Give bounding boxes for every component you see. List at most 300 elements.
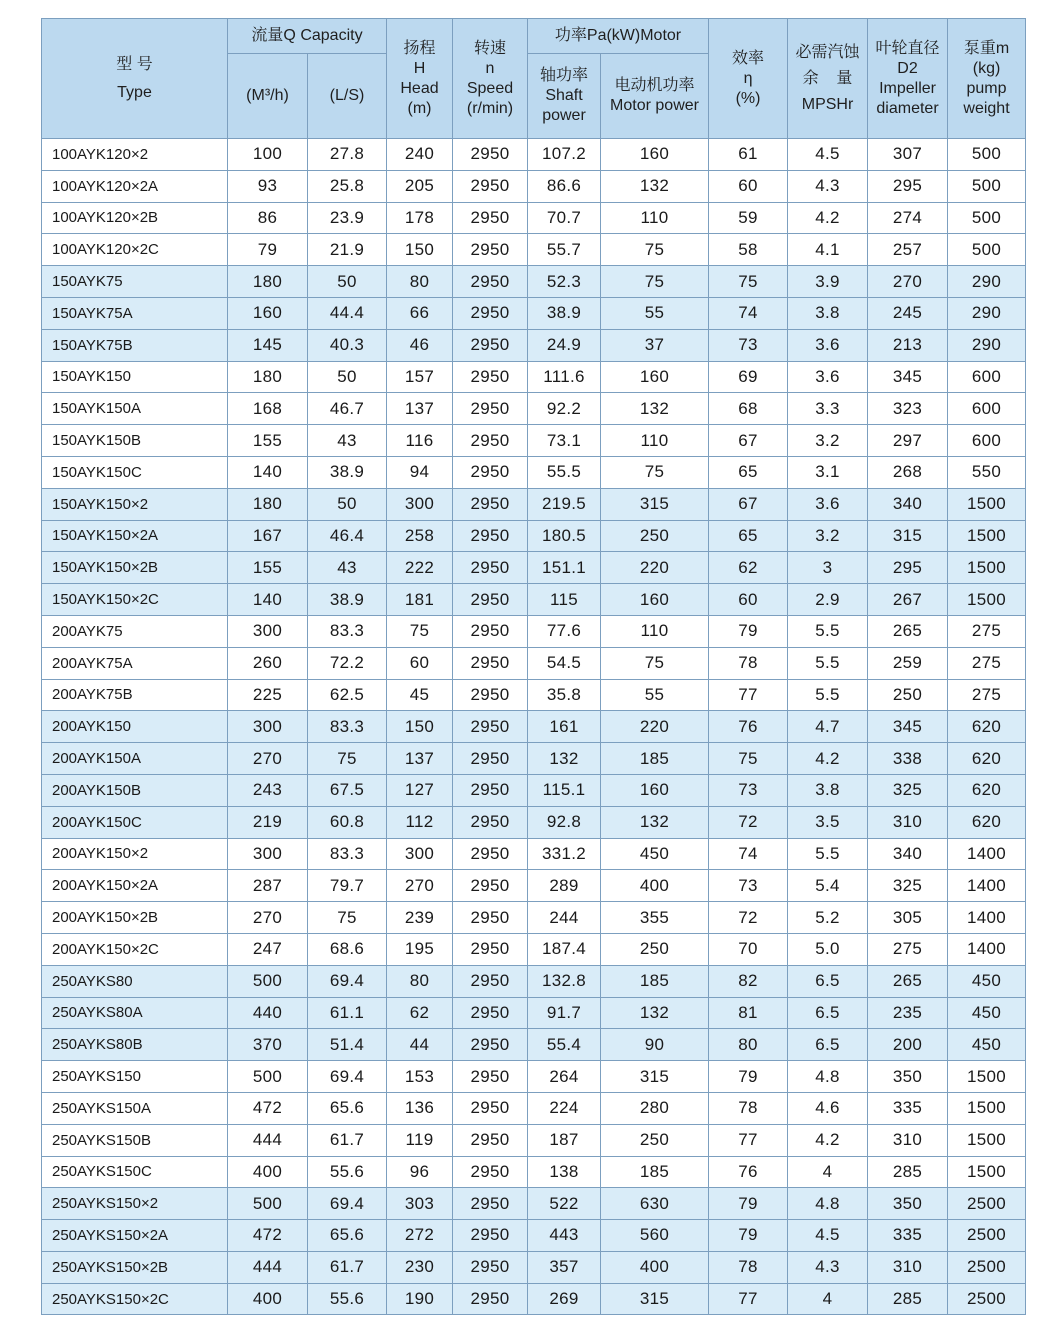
cell-head: 157 xyxy=(387,361,453,393)
cell-impeller: 213 xyxy=(868,329,948,361)
cell-npsh: 3.2 xyxy=(788,425,868,457)
cell-weight: 1500 xyxy=(948,520,1026,552)
cell-capacity-m3h: 180 xyxy=(228,266,308,298)
cell-capacity-m3h: 370 xyxy=(228,1029,308,1061)
cell-capacity-m3h: 180 xyxy=(228,488,308,520)
cell-weight: 600 xyxy=(948,393,1026,425)
cell-head: 270 xyxy=(387,870,453,902)
header-shaft-en1: Shaft xyxy=(545,87,583,104)
cell-shaft-power: 224 xyxy=(528,1092,601,1124)
cell-capacity-m3h: 93 xyxy=(228,170,308,202)
cell-capacity-m3h: 155 xyxy=(228,425,308,457)
cell-head: 195 xyxy=(387,933,453,965)
cell-npsh: 4.8 xyxy=(788,1188,868,1220)
cell-shaft-power: 264 xyxy=(528,1061,601,1093)
cell-shaft-power: 132.8 xyxy=(528,965,601,997)
cell-npsh: 4.5 xyxy=(788,139,868,171)
cell-efficiency: 76 xyxy=(709,1156,788,1188)
cell-efficiency: 73 xyxy=(709,774,788,806)
cell-shaft-power: 55.7 xyxy=(528,234,601,266)
header-npsh-cn1: 必需汽蚀 xyxy=(795,43,860,61)
cell-model: 100AYK120×2C xyxy=(42,234,228,266)
cell-impeller: 235 xyxy=(868,997,948,1029)
cell-efficiency: 67 xyxy=(709,488,788,520)
cell-capacity-ls: 68.6 xyxy=(308,933,387,965)
cell-head: 300 xyxy=(387,488,453,520)
cell-weight: 1500 xyxy=(948,1156,1026,1188)
cell-weight: 450 xyxy=(948,965,1026,997)
cell-motor-power: 250 xyxy=(601,1124,709,1156)
cell-shaft-power: 180.5 xyxy=(528,520,601,552)
cell-weight: 500 xyxy=(948,139,1026,171)
cell-capacity-m3h: 180 xyxy=(228,361,308,393)
cell-capacity-ls: 27.8 xyxy=(308,139,387,171)
cell-efficiency: 65 xyxy=(709,520,788,552)
cell-npsh: 3.2 xyxy=(788,520,868,552)
cell-model: 150AYK150×2B xyxy=(42,552,228,584)
cell-capacity-m3h: 444 xyxy=(228,1251,308,1283)
cell-weight: 1400 xyxy=(948,870,1026,902)
cell-impeller: 268 xyxy=(868,456,948,488)
cell-efficiency: 79 xyxy=(709,615,788,647)
table-header xyxy=(42,19,1026,139)
cell-efficiency: 79 xyxy=(709,1220,788,1252)
cell-head: 62 xyxy=(387,997,453,1029)
cell-shaft-power: 244 xyxy=(528,902,601,934)
cell-capacity-ls: 44.4 xyxy=(308,297,387,329)
cell-weight: 2500 xyxy=(948,1188,1026,1220)
cell-capacity-m3h: 270 xyxy=(228,902,308,934)
cell-weight: 1500 xyxy=(948,1124,1026,1156)
cell-head: 137 xyxy=(387,743,453,775)
cell-motor-power: 400 xyxy=(601,1251,709,1283)
cell-capacity-m3h: 86 xyxy=(228,202,308,234)
cell-efficiency: 75 xyxy=(709,266,788,298)
cell-motor-power: 55 xyxy=(601,679,709,711)
cell-npsh: 6.5 xyxy=(788,965,868,997)
cell-weight: 500 xyxy=(948,234,1026,266)
header-impeller-cn: 叶轮直径 xyxy=(875,39,940,57)
cell-impeller: 350 xyxy=(868,1061,948,1093)
cell-head: 303 xyxy=(387,1188,453,1220)
cell-efficiency: 78 xyxy=(709,1092,788,1124)
cell-weight: 500 xyxy=(948,202,1026,234)
cell-capacity-m3h: 160 xyxy=(228,297,308,329)
cell-weight: 2500 xyxy=(948,1251,1026,1283)
header-speed-symbol: n xyxy=(485,59,495,77)
header-impeller-symbol: D2 xyxy=(897,59,918,77)
header-capacity: 流量Q Capacity xyxy=(228,19,387,54)
cell-model: 150AYK75B xyxy=(42,329,228,361)
cell-npsh: 4.2 xyxy=(788,743,868,775)
cell-shaft-power: 187 xyxy=(528,1124,601,1156)
cell-model: 150AYK75 xyxy=(42,266,228,298)
header-shaft-power xyxy=(528,54,601,139)
cell-weight: 500 xyxy=(948,170,1026,202)
cell-speed: 2950 xyxy=(453,139,528,171)
cell-model: 200AYK150×2 xyxy=(42,838,228,870)
cell-model: 150AYK150C xyxy=(42,456,228,488)
cell-capacity-ls: 50 xyxy=(308,361,387,393)
header-capacity-ls: (L/S) xyxy=(308,54,387,139)
cell-efficiency: 69 xyxy=(709,361,788,393)
cell-weight: 290 xyxy=(948,266,1026,298)
cell-efficiency: 60 xyxy=(709,584,788,616)
cell-efficiency: 82 xyxy=(709,965,788,997)
header-weight-unit: (kg) xyxy=(972,59,1001,77)
cell-speed: 2950 xyxy=(453,743,528,775)
table-row xyxy=(42,965,1026,997)
cell-capacity-ls: 51.4 xyxy=(308,1029,387,1061)
cell-efficiency: 60 xyxy=(709,170,788,202)
cell-impeller: 267 xyxy=(868,584,948,616)
header-eff-symbol: η xyxy=(743,69,753,87)
table-row xyxy=(42,1283,1026,1315)
cell-npsh: 2.9 xyxy=(788,584,868,616)
cell-head: 116 xyxy=(387,425,453,457)
cell-npsh: 4.2 xyxy=(788,1124,868,1156)
cell-impeller: 295 xyxy=(868,170,948,202)
header-weight-cn: 泵重m xyxy=(963,39,1010,57)
cell-shaft-power: 111.6 xyxy=(528,361,601,393)
cell-efficiency: 77 xyxy=(709,1283,788,1315)
cell-npsh: 5.5 xyxy=(788,838,868,870)
header-npsh-cn2: 余 量 xyxy=(802,69,853,87)
cell-capacity-m3h: 400 xyxy=(228,1156,308,1188)
cell-speed: 2950 xyxy=(453,838,528,870)
cell-npsh: 6.5 xyxy=(788,997,868,1029)
cell-impeller: 295 xyxy=(868,552,948,584)
cell-motor-power: 160 xyxy=(601,139,709,171)
cell-motor-power: 185 xyxy=(601,1156,709,1188)
cell-efficiency: 80 xyxy=(709,1029,788,1061)
cell-impeller: 325 xyxy=(868,774,948,806)
cell-efficiency: 73 xyxy=(709,870,788,902)
cell-weight: 1500 xyxy=(948,1092,1026,1124)
header-head-symbol: H xyxy=(413,59,426,77)
table-row xyxy=(42,361,1026,393)
cell-npsh: 5.4 xyxy=(788,870,868,902)
cell-head: 112 xyxy=(387,806,453,838)
cell-efficiency: 77 xyxy=(709,679,788,711)
cell-weight: 2500 xyxy=(948,1220,1026,1252)
cell-capacity-ls: 40.3 xyxy=(308,329,387,361)
cell-impeller: 297 xyxy=(868,425,948,457)
cell-speed: 2950 xyxy=(453,1220,528,1252)
pump-spec-table xyxy=(41,18,1026,1315)
cell-speed: 2950 xyxy=(453,902,528,934)
cell-model: 250AYKS150C xyxy=(42,1156,228,1188)
cell-model: 200AYK150×2A xyxy=(42,870,228,902)
cell-motor-power: 110 xyxy=(601,425,709,457)
table-row xyxy=(42,456,1026,488)
cell-motor-power: 450 xyxy=(601,838,709,870)
cell-shaft-power: 522 xyxy=(528,1188,601,1220)
cell-weight: 275 xyxy=(948,679,1026,711)
cell-weight: 1500 xyxy=(948,1061,1026,1093)
cell-speed: 2950 xyxy=(453,552,528,584)
cell-capacity-ls: 55.6 xyxy=(308,1283,387,1315)
cell-head: 94 xyxy=(387,456,453,488)
cell-capacity-ls: 69.4 xyxy=(308,1061,387,1093)
cell-weight: 1500 xyxy=(948,584,1026,616)
cell-model: 200AYK150×2B xyxy=(42,902,228,934)
cell-capacity-ls: 79.7 xyxy=(308,870,387,902)
cell-speed: 2950 xyxy=(453,584,528,616)
cell-npsh: 3.6 xyxy=(788,488,868,520)
header-motor-en: Motor power xyxy=(610,97,699,114)
cell-motor-power: 280 xyxy=(601,1092,709,1124)
cell-capacity-ls: 55.6 xyxy=(308,1156,387,1188)
table-row xyxy=(42,1220,1026,1252)
table-row xyxy=(42,520,1026,552)
cell-shaft-power: 115.1 xyxy=(528,774,601,806)
cell-motor-power: 220 xyxy=(601,711,709,743)
header-shaft-cn: 轴功率 xyxy=(539,67,588,84)
cell-capacity-m3h: 472 xyxy=(228,1092,308,1124)
table-row xyxy=(42,711,1026,743)
cell-capacity-ls: 50 xyxy=(308,266,387,298)
cell-capacity-ls: 46.7 xyxy=(308,393,387,425)
cell-shaft-power: 331.2 xyxy=(528,838,601,870)
cell-efficiency: 70 xyxy=(709,933,788,965)
cell-motor-power: 355 xyxy=(601,902,709,934)
cell-capacity-ls: 23.9 xyxy=(308,202,387,234)
cell-efficiency: 72 xyxy=(709,902,788,934)
cell-efficiency: 77 xyxy=(709,1124,788,1156)
cell-motor-power: 75 xyxy=(601,234,709,266)
cell-speed: 2950 xyxy=(453,234,528,266)
cell-shaft-power: 92.8 xyxy=(528,806,601,838)
cell-shaft-power: 443 xyxy=(528,1220,601,1252)
cell-capacity-m3h: 300 xyxy=(228,615,308,647)
cell-impeller: 265 xyxy=(868,615,948,647)
cell-speed: 2950 xyxy=(453,1029,528,1061)
cell-efficiency: 72 xyxy=(709,806,788,838)
cell-speed: 2950 xyxy=(453,1251,528,1283)
cell-motor-power: 160 xyxy=(601,584,709,616)
table-row xyxy=(42,933,1026,965)
cell-capacity-ls: 65.6 xyxy=(308,1220,387,1252)
cell-model: 250AYKS80 xyxy=(42,965,228,997)
cell-speed: 2950 xyxy=(453,997,528,1029)
cell-efficiency: 79 xyxy=(709,1188,788,1220)
cell-capacity-m3h: 167 xyxy=(228,520,308,552)
cell-head: 150 xyxy=(387,711,453,743)
cell-impeller: 257 xyxy=(868,234,948,266)
cell-npsh: 4.6 xyxy=(788,1092,868,1124)
cell-speed: 2950 xyxy=(453,679,528,711)
cell-motor-power: 75 xyxy=(601,647,709,679)
table-row xyxy=(42,1124,1026,1156)
cell-impeller: 350 xyxy=(868,1188,948,1220)
cell-capacity-m3h: 100 xyxy=(228,139,308,171)
cell-capacity-m3h: 225 xyxy=(228,679,308,711)
cell-head: 190 xyxy=(387,1283,453,1315)
cell-model: 150AYK150×2 xyxy=(42,488,228,520)
cell-npsh: 3.8 xyxy=(788,774,868,806)
cell-head: 80 xyxy=(387,266,453,298)
cell-speed: 2950 xyxy=(453,488,528,520)
cell-capacity-ls: 72.2 xyxy=(308,647,387,679)
header-npsh-en: MPSHr xyxy=(801,95,854,113)
cell-capacity-ls: 83.3 xyxy=(308,711,387,743)
cell-efficiency: 75 xyxy=(709,743,788,775)
header-type xyxy=(42,19,228,139)
cell-shaft-power: 24.9 xyxy=(528,329,601,361)
cell-head: 44 xyxy=(387,1029,453,1061)
cell-model: 150AYK150×2C xyxy=(42,584,228,616)
table-row xyxy=(42,838,1026,870)
cell-weight: 620 xyxy=(948,806,1026,838)
cell-motor-power: 75 xyxy=(601,456,709,488)
table-row xyxy=(42,902,1026,934)
pump-spec-sheet xyxy=(41,18,1025,1315)
cell-shaft-power: 52.3 xyxy=(528,266,601,298)
cell-impeller: 340 xyxy=(868,838,948,870)
cell-npsh: 6.5 xyxy=(788,1029,868,1061)
header-impeller-en2: diameter xyxy=(876,99,939,117)
cell-weight: 290 xyxy=(948,297,1026,329)
cell-efficiency: 67 xyxy=(709,425,788,457)
cell-model: 150AYK150A xyxy=(42,393,228,425)
cell-impeller: 340 xyxy=(868,488,948,520)
cell-capacity-m3h: 270 xyxy=(228,743,308,775)
cell-motor-power: 250 xyxy=(601,933,709,965)
cell-speed: 2950 xyxy=(453,711,528,743)
cell-motor-power: 315 xyxy=(601,488,709,520)
cell-shaft-power: 138 xyxy=(528,1156,601,1188)
table-row xyxy=(42,584,1026,616)
header-speed-unit: (r/min) xyxy=(466,99,514,117)
cell-motor-power: 315 xyxy=(601,1061,709,1093)
cell-weight: 600 xyxy=(948,425,1026,457)
cell-npsh: 4.3 xyxy=(788,1251,868,1283)
cell-head: 258 xyxy=(387,520,453,552)
cell-motor-power: 185 xyxy=(601,965,709,997)
cell-head: 60 xyxy=(387,647,453,679)
cell-npsh: 5.5 xyxy=(788,679,868,711)
cell-head: 153 xyxy=(387,1061,453,1093)
cell-efficiency: 78 xyxy=(709,1251,788,1283)
cell-shaft-power: 73.1 xyxy=(528,425,601,457)
cell-weight: 450 xyxy=(948,1029,1026,1061)
cell-efficiency: 81 xyxy=(709,997,788,1029)
table-row xyxy=(42,615,1026,647)
cell-efficiency: 76 xyxy=(709,711,788,743)
cell-speed: 2950 xyxy=(453,774,528,806)
cell-weight: 1500 xyxy=(948,488,1026,520)
table-row xyxy=(42,1251,1026,1283)
header-impeller-en1: Impeller xyxy=(879,79,936,97)
cell-efficiency: 73 xyxy=(709,329,788,361)
cell-impeller: 323 xyxy=(868,393,948,425)
cell-speed: 2950 xyxy=(453,933,528,965)
cell-speed: 2950 xyxy=(453,1156,528,1188)
table-row xyxy=(42,139,1026,171)
cell-capacity-m3h: 300 xyxy=(228,711,308,743)
table-row xyxy=(42,1061,1026,1093)
cell-shaft-power: 70.7 xyxy=(528,202,601,234)
cell-capacity-ls: 43 xyxy=(308,425,387,457)
cell-motor-power: 630 xyxy=(601,1188,709,1220)
cell-capacity-ls: 61.7 xyxy=(308,1124,387,1156)
header-speed-en: Speed xyxy=(466,79,514,97)
cell-weight: 620 xyxy=(948,711,1026,743)
header-shaft-en2: power xyxy=(542,107,586,124)
cell-shaft-power: 55.5 xyxy=(528,456,601,488)
cell-model: 200AYK75A xyxy=(42,647,228,679)
cell-capacity-m3h: 140 xyxy=(228,456,308,488)
cell-weight: 1400 xyxy=(948,933,1026,965)
cell-model: 200AYK150×2C xyxy=(42,933,228,965)
cell-head: 75 xyxy=(387,615,453,647)
cell-npsh: 5.5 xyxy=(788,615,868,647)
cell-weight: 550 xyxy=(948,456,1026,488)
cell-impeller: 335 xyxy=(868,1092,948,1124)
cell-capacity-ls: 38.9 xyxy=(308,456,387,488)
cell-efficiency: 61 xyxy=(709,139,788,171)
cell-model: 100AYK120×2A xyxy=(42,170,228,202)
header-weight xyxy=(948,19,1026,139)
cell-impeller: 200 xyxy=(868,1029,948,1061)
cell-motor-power: 400 xyxy=(601,870,709,902)
cell-weight: 275 xyxy=(948,615,1026,647)
cell-model: 200AYK75 xyxy=(42,615,228,647)
cell-capacity-m3h: 140 xyxy=(228,584,308,616)
cell-head: 45 xyxy=(387,679,453,711)
cell-capacity-ls: 67.5 xyxy=(308,774,387,806)
cell-shaft-power: 55.4 xyxy=(528,1029,601,1061)
cell-shaft-power: 77.6 xyxy=(528,615,601,647)
cell-impeller: 305 xyxy=(868,902,948,934)
cell-model: 250AYKS150×2 xyxy=(42,1188,228,1220)
cell-capacity-m3h: 500 xyxy=(228,965,308,997)
cell-impeller: 265 xyxy=(868,965,948,997)
cell-model: 250AYKS150×2B xyxy=(42,1251,228,1283)
table-row xyxy=(42,647,1026,679)
cell-npsh: 5.5 xyxy=(788,647,868,679)
cell-motor-power: 132 xyxy=(601,806,709,838)
cell-speed: 2950 xyxy=(453,329,528,361)
cell-npsh: 3.9 xyxy=(788,266,868,298)
header-power: 功率Pa(kW)Motor xyxy=(528,19,709,54)
cell-speed: 2950 xyxy=(453,425,528,457)
cell-npsh: 3.6 xyxy=(788,329,868,361)
cell-capacity-m3h: 155 xyxy=(228,552,308,584)
cell-impeller: 274 xyxy=(868,202,948,234)
cell-capacity-m3h: 168 xyxy=(228,393,308,425)
cell-npsh: 3.3 xyxy=(788,393,868,425)
cell-capacity-ls: 38.9 xyxy=(308,584,387,616)
cell-efficiency: 78 xyxy=(709,647,788,679)
cell-npsh: 5.0 xyxy=(788,933,868,965)
cell-capacity-m3h: 260 xyxy=(228,647,308,679)
cell-speed: 2950 xyxy=(453,361,528,393)
header-motor-cn: 电动机功率 xyxy=(614,77,695,94)
header-motor-power xyxy=(601,54,709,139)
table-row xyxy=(42,679,1026,711)
cell-capacity-m3h: 440 xyxy=(228,997,308,1029)
cell-impeller: 285 xyxy=(868,1156,948,1188)
header-eff-unit: (%) xyxy=(735,89,761,107)
cell-capacity-m3h: 219 xyxy=(228,806,308,838)
cell-head: 230 xyxy=(387,1251,453,1283)
cell-efficiency: 59 xyxy=(709,202,788,234)
table-row xyxy=(42,393,1026,425)
cell-speed: 2950 xyxy=(453,615,528,647)
cell-impeller: 345 xyxy=(868,711,948,743)
